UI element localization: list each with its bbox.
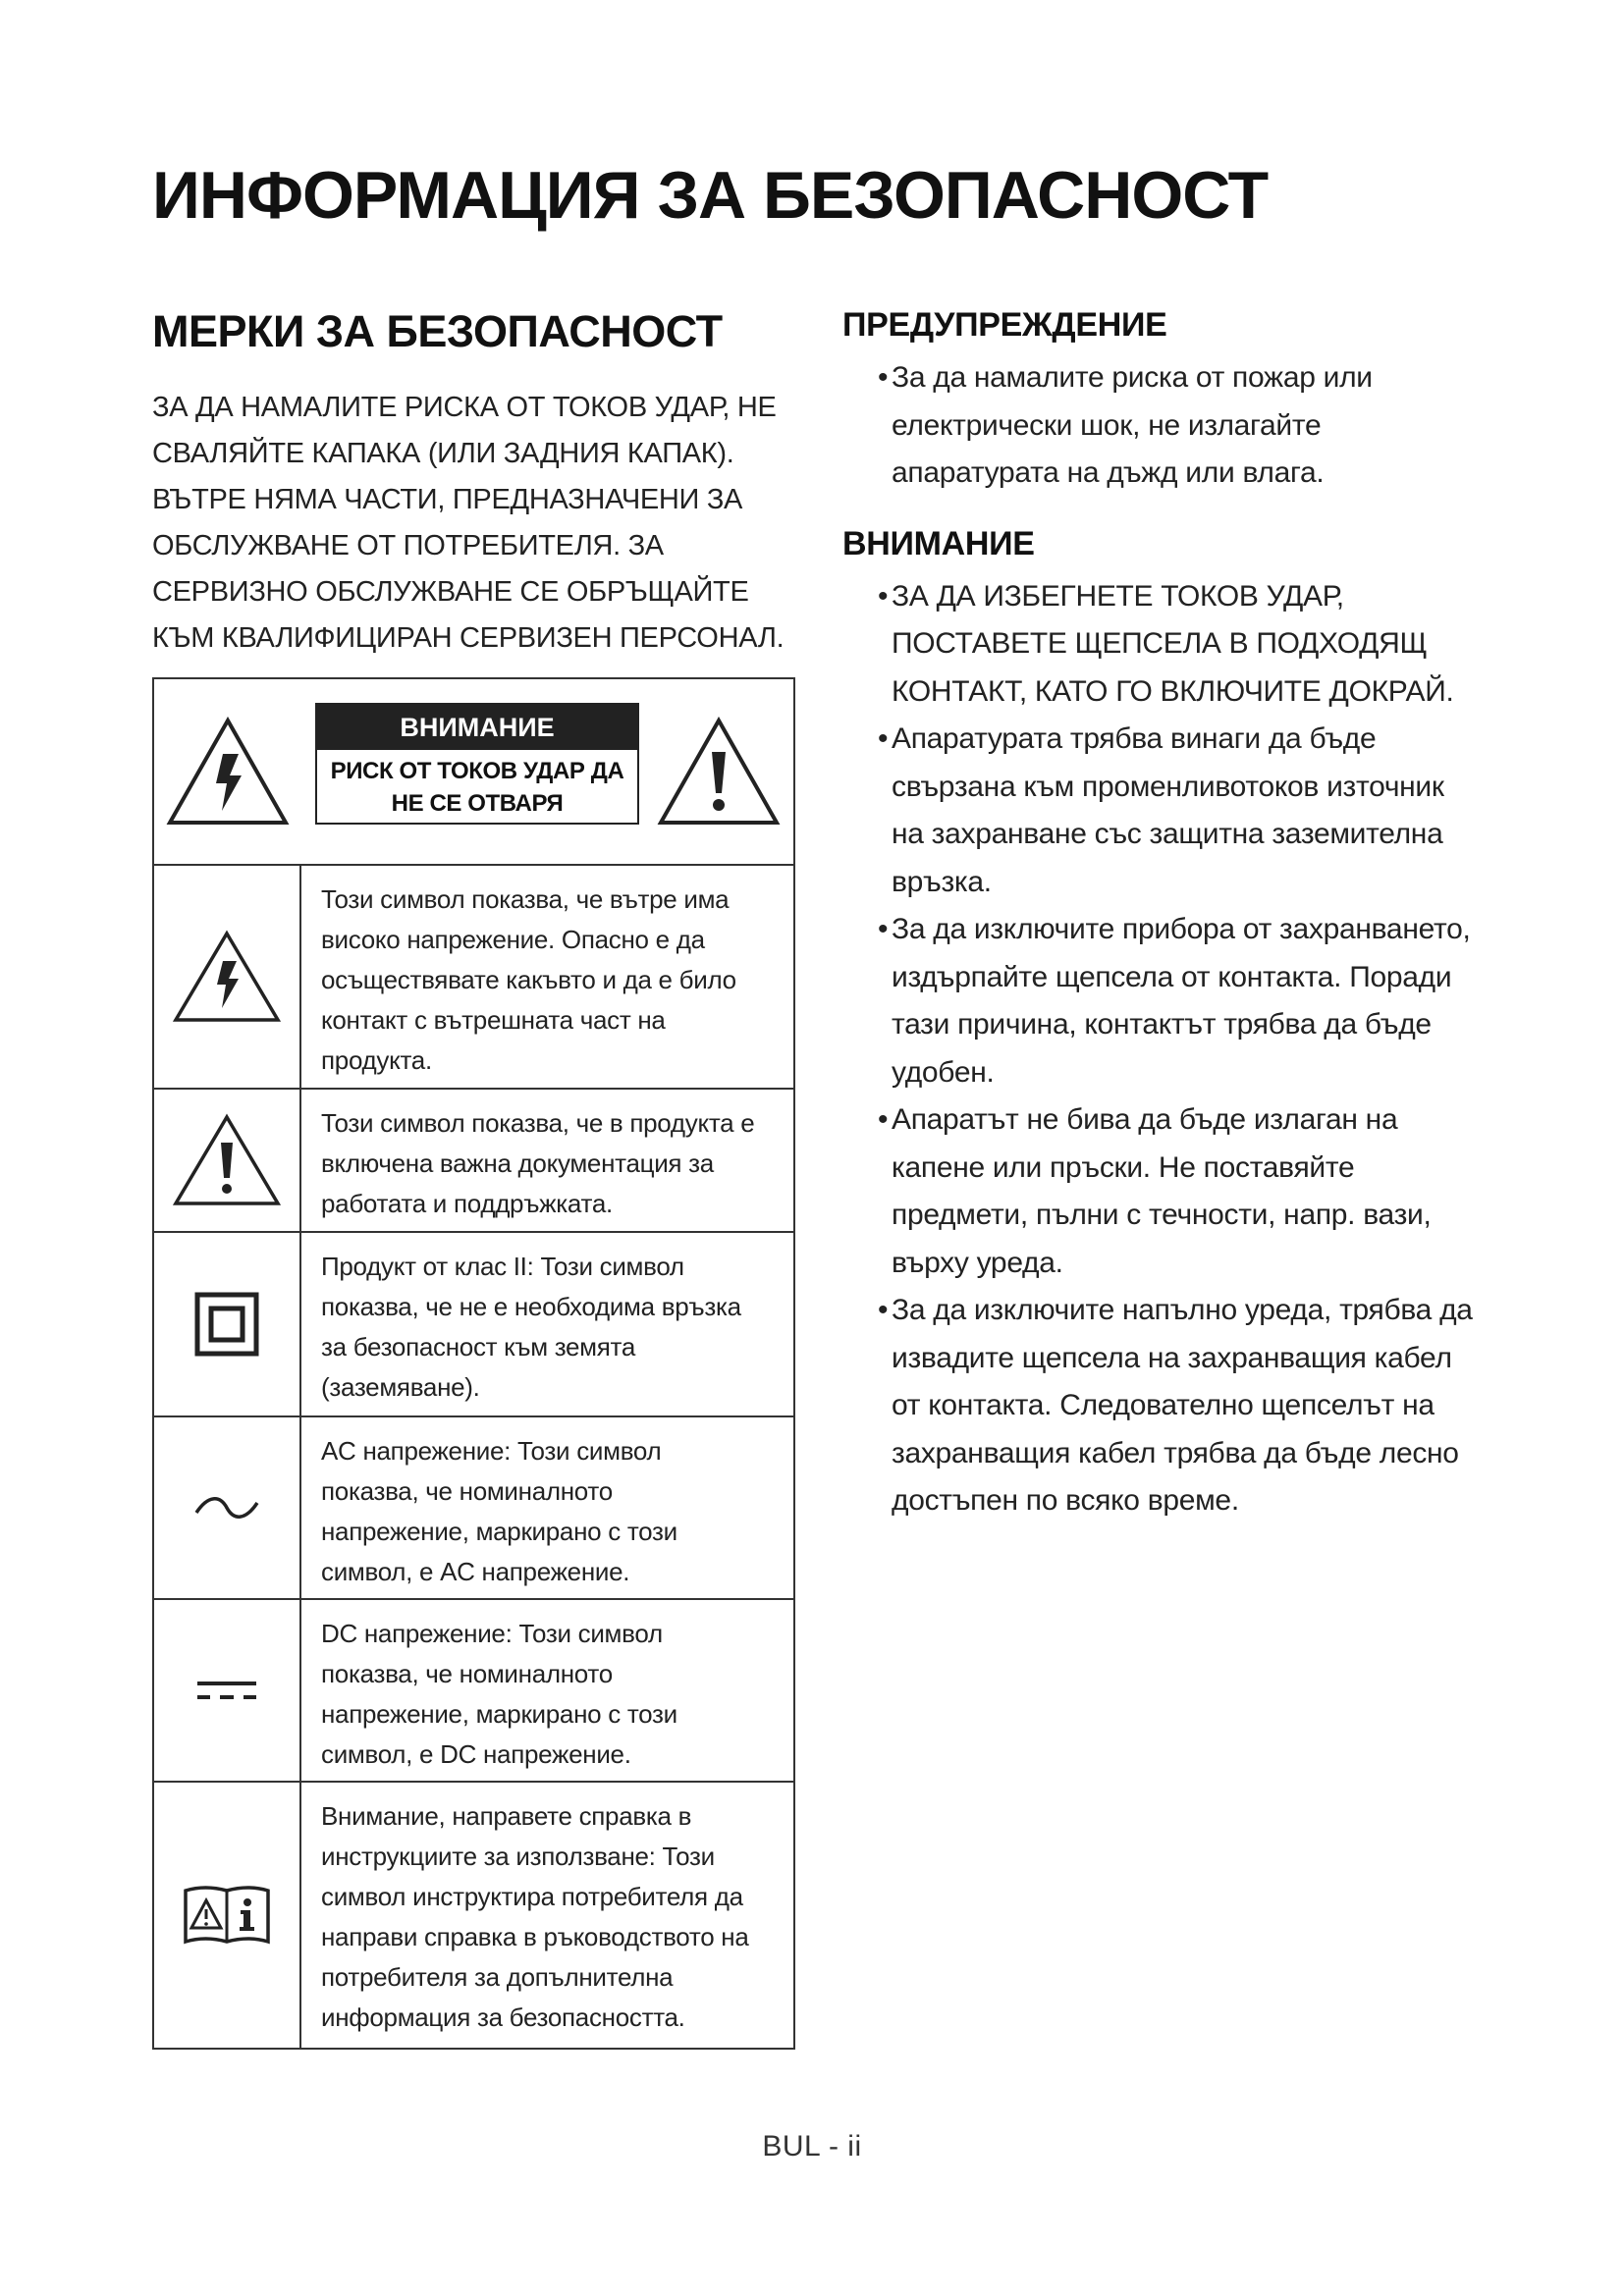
symbol-description-line: символ, е DC напрежение. bbox=[321, 1739, 631, 1769]
caution-label-line: НЕ СЕ ОТВАРЯ bbox=[391, 790, 564, 817]
symbol-description-line: Продукт от клас II: Този символ bbox=[321, 1252, 684, 1281]
ac-voltage-icon bbox=[192, 1493, 261, 1522]
symbol-description-line: (заземяване). bbox=[321, 1372, 480, 1402]
list-item-line: • За да намалите риска от пожар или bbox=[892, 361, 1373, 394]
list-item-line: свързана към променливотоков източник bbox=[892, 770, 1444, 803]
dc-voltage-icon bbox=[194, 1678, 259, 1703]
symbol-row bbox=[154, 866, 793, 1090]
intro-line: ЗА ДА НАМАЛИТЕ РИСКА ОТ ТОКОВ УДАР, НЕ bbox=[152, 392, 777, 423]
list-item-line: връзка. bbox=[892, 865, 992, 898]
symbol-description-line: направи справка в ръководството на bbox=[321, 1922, 749, 1951]
list-item bbox=[842, 573, 1490, 717]
symbol-description-line: потребителя за допълнителна bbox=[321, 1962, 674, 1992]
list-item bbox=[842, 354, 1490, 498]
exclamation-warning-icon bbox=[657, 717, 781, 827]
page-number: BUL - ii bbox=[762, 2130, 862, 2163]
list-item-line: върху уреда. bbox=[892, 1246, 1063, 1279]
list-item bbox=[842, 1096, 1490, 1287]
caution-label-line: РИСК ОТ ТОКОВ УДАР ДА bbox=[330, 758, 624, 784]
list-item-line: предмети, пълни с течности, напр. вази, bbox=[892, 1199, 1432, 1231]
list-item-line: • Апаратурата трябва винаги да бъде bbox=[892, 722, 1377, 755]
list-item-line: захранващия кабел трябва да бъде лесно bbox=[892, 1436, 1459, 1469]
symbol-description-line: осъществявате какъвто и да е било bbox=[321, 965, 736, 994]
symbol-description-line: показва, че номиналното bbox=[321, 1659, 613, 1688]
list-item-line: капене или пръски. Не поставяйте bbox=[892, 1150, 1355, 1184]
list-item-line: КОНТАКТ, КАТО ГО ВКЛЮЧИТЕ ДОКРАЙ. bbox=[892, 674, 1454, 708]
intro-line: ОБСЛУЖВАНЕ ОТ ПОТРЕБИТЕЛЯ. ЗА bbox=[152, 530, 664, 561]
symbol-description-line: работата и поддръжката. bbox=[321, 1189, 613, 1218]
symbol-description-line: DC напрежение: Този символ bbox=[321, 1619, 663, 1648]
warning-heading: ПРЕДУПРЕЖДЕНИЕ bbox=[842, 306, 1167, 344]
symbol-description-line: информация за безопасността. bbox=[321, 2002, 685, 2032]
list-item-line: • За да изключите прибора от захранването, bbox=[892, 913, 1471, 945]
symbol-description-line: контакт с вътрешната част на bbox=[321, 1005, 666, 1035]
symbol-description-line: символ инструктира потребителя да bbox=[321, 1882, 743, 1911]
symbol-description-line: инструкциите за използване: Този bbox=[321, 1842, 715, 1871]
intro-line: ВЪТРЕ НЯМА ЧАСТИ, ПРЕДНАЗНАЧЕНИ ЗА bbox=[152, 484, 743, 515]
symbol-description-line: показва, че не е необходима връзка bbox=[321, 1292, 741, 1321]
caution-list bbox=[842, 573, 1490, 1525]
list-item bbox=[842, 716, 1490, 906]
warnings-column bbox=[842, 306, 1490, 1525]
caution-label-title: ВНИМАНИЕ bbox=[317, 705, 637, 750]
list-item bbox=[842, 1287, 1490, 1525]
symbol-description-line: напрежение, маркирано с този bbox=[321, 1517, 677, 1546]
list-item-line: извадите щепсела на захранващия кабел bbox=[892, 1341, 1452, 1374]
list-item-line: ПОСТАВЕТЕ ЩЕПСЕЛА В ПОДХОДЯЩ bbox=[892, 627, 1428, 660]
symbol-description-line: високо напрежение. Опасно е да bbox=[321, 925, 705, 954]
symbol-description-line: символ, е AC напрежение. bbox=[321, 1557, 630, 1586]
symbol-description-line: за безопасност към земята bbox=[321, 1332, 636, 1362]
symbol-row bbox=[154, 1233, 793, 1417]
list-item-line: достъпен по всяко време. bbox=[892, 1484, 1239, 1517]
list-item-line: електрически шок, не излагайте bbox=[892, 408, 1322, 442]
safety-precautions-heading: МЕРКИ ЗА БЕЗОПАСНОСТ bbox=[152, 306, 723, 356]
symbol-row bbox=[154, 1417, 793, 1600]
caution-label bbox=[315, 703, 639, 825]
symbol-description-line: продукта. bbox=[321, 1045, 432, 1075]
high-voltage-warning-icon bbox=[166, 717, 290, 827]
list-item-line: • Апаратът не бива да бъде излаган на bbox=[892, 1103, 1398, 1136]
symbol-row bbox=[154, 1600, 793, 1783]
list-item bbox=[842, 906, 1490, 1096]
list-item-line: тази причина, контактът трябва да бъде bbox=[892, 1008, 1432, 1041]
high-voltage-icon bbox=[172, 930, 282, 1024]
symbol-row bbox=[154, 1090, 793, 1233]
list-item-line: издърпайте щепсела от контакта. Поради bbox=[892, 960, 1452, 993]
symbol-description-line: показва, че номиналното bbox=[321, 1476, 613, 1506]
list-item-line: от контакта. Следователно щепселът на bbox=[892, 1389, 1435, 1421]
intro-line: СЕРВИЗНО ОБСЛУЖВАНЕ СЕ ОБРЪЩАЙТЕ bbox=[152, 576, 749, 608]
symbol-description-line: AC напрежение: Този символ bbox=[321, 1436, 662, 1466]
caution-label-row bbox=[154, 679, 793, 866]
list-item-line: удобен. bbox=[892, 1055, 995, 1089]
intro-line: СВАЛЯЙТЕ КАПАКА (ИЛИ ЗАДНИЯ КАПАК). bbox=[152, 438, 734, 469]
list-item-line: • За да изключите напълно уреда, трябва да bbox=[892, 1294, 1473, 1326]
caution-heading: ВНИМАНИЕ bbox=[842, 524, 1035, 562]
page-title: ИНФОРМАЦИЯ ЗА БЕЗОПАСНОСТ bbox=[152, 158, 1269, 233]
list-item-line: апаратурата на дъжд или влага. bbox=[892, 456, 1325, 489]
intro-line: КЪМ КВАЛИФИЦИРАН СЕРВИЗЕН ПЕРСОНАЛ. bbox=[152, 622, 785, 654]
symbol-description-line: напрежение, маркирано с този bbox=[321, 1699, 677, 1729]
symbol-description-line: включена важна документация за bbox=[321, 1148, 714, 1178]
warning-list bbox=[842, 354, 1490, 498]
exclamation-icon bbox=[172, 1113, 282, 1207]
caution-label-text bbox=[317, 750, 637, 820]
safety-precautions-section bbox=[152, 306, 800, 662]
safety-intro-text bbox=[152, 385, 800, 662]
symbol-description-line: Внимание, направете справка в bbox=[321, 1801, 692, 1831]
class-ii-icon bbox=[194, 1292, 259, 1357]
list-item-line: на захранване със защитна заземителна bbox=[892, 818, 1443, 850]
symbol-table bbox=[152, 677, 795, 2050]
symbol-row bbox=[154, 1783, 793, 2048]
list-item-line: • ЗА ДА ИЗБЕГНЕТЕ ТОКОВ УДАР, bbox=[892, 579, 1344, 613]
symbol-description-line: Този символ показва, че в продукта е bbox=[321, 1108, 755, 1138]
consult-instructions-icon bbox=[182, 1883, 272, 1948]
symbol-description-line: Този символ показва, че вътре има bbox=[321, 884, 730, 914]
